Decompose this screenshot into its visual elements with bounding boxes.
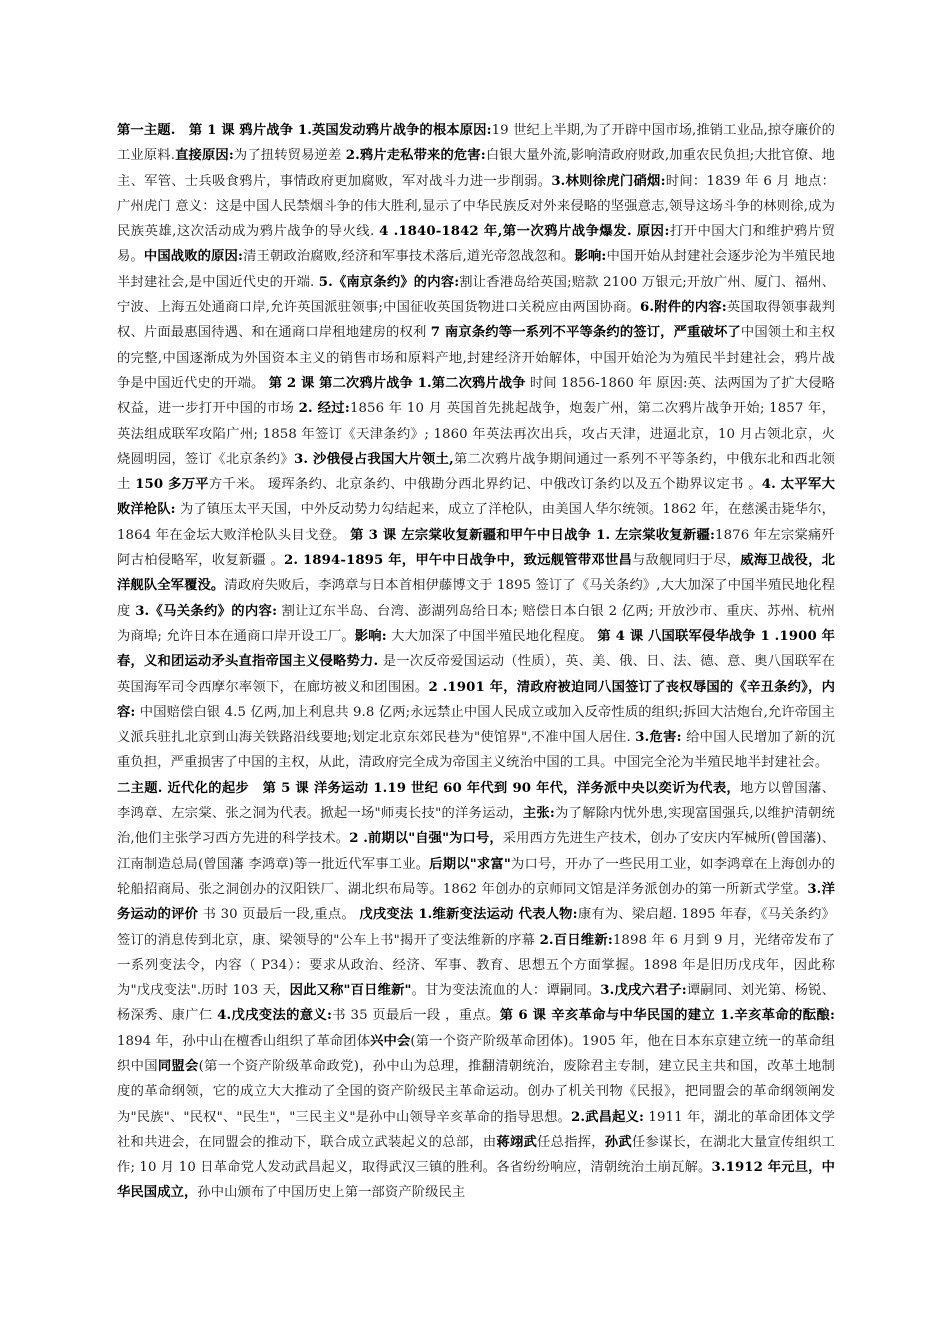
body-text: 孙中山颁布了中国历史上第一部资产阶级民主 [197, 1185, 466, 1201]
bold-heading-text: 3.1912 年元旦，中华民国成立， [117, 1160, 836, 1201]
body-text: 与敌舰同归于尽， [632, 553, 741, 569]
body-text: 打开中国大门和维护鸦片贸易。 [117, 224, 836, 265]
bold-heading-text: 影响: [574, 249, 607, 265]
bold-heading-text: 2. 经过: [298, 401, 350, 417]
bold-heading-text: 2.武昌起义: [571, 1109, 644, 1125]
bold-heading-text: 后期以"求富" [429, 856, 511, 872]
bold-heading-text: 6.附件的内容: [639, 300, 727, 316]
body-text: 中国赔偿白银 4.5 亿两,加上利息共 9.8 亿两;永远禁止中国人民成立或加入反帝性质的组织;拆回大沽炮台,允许帝国主义派兵驻扎北京到山海关铁路沿线要地;划定北京东郊民巷为"使馆界",不准中国人居住. [117, 704, 835, 746]
body-text: 任总指挥， [537, 1134, 605, 1150]
bold-heading-text: 2 .1901 年，清政府被迫同八国签订了丧权辱国的《辛丑条约》，内容: [117, 679, 835, 720]
body-text: 清王朝政治腐败,经济和军事技术落后,道光帝忽战忽和。 [243, 249, 575, 265]
body-text: 书 35 页最后一段 ，重点。 [332, 1008, 500, 1024]
body-text: 为了镇压太平天国，中外反动势力勾结起来，成立了洋枪队，由美国人华尔统领。1862 年，在慈溪击毙华尔，1864 年在金坛大败洋枪队头目戈登。 [117, 502, 835, 543]
bold-heading-text: 中国战败的原因: [143, 249, 244, 265]
body-text: 给中国人民增加了新的沉重负担，严重损害了中国的主权，从此，清政府完全成为帝国主义统治中国的工具。中国完全沦为半殖民地半封建社会。 [117, 730, 835, 771]
bold-heading-text: 兴中会 [370, 1033, 411, 1049]
bold-heading-text: 4 .1840-1842 年,第一次鸦片战争爆发. 原因: [379, 224, 670, 240]
body-text: 中国领土和主权的完整,中国逐渐成为外国资本主义的销售市场和原料产地,封建经济开始解体，中国开始沦为为殖民半封建社会，鸦片战争是中国近代史的开端。 [117, 325, 836, 391]
bold-heading-text: 孙武 [604, 1134, 632, 1150]
body-text: 1876 年左宗棠痛歼阿古柏侵略军，收复新疆 。 [117, 527, 835, 569]
bold-heading-text: 3.危害: [635, 730, 682, 746]
bold-heading-text: 150 多万平 [135, 477, 209, 493]
bold-heading-text: 7 南京条约等一系列不平等条约的签订，严重破坏了 [430, 325, 741, 341]
body-text: 割让香港岛给英国;赔款 2100 万银元;开放广州、厦门、福州、宁波、上海五处通商口岸,允许英国派驻领事;中国征收英国货物进口关税应由两国协商。 [117, 274, 835, 316]
body-text: 。甘为变法流血的人：谭嗣同。 [411, 983, 601, 999]
body-text: 采用西方先进生产技术，创办了安庆内军械所(曾国藩)、江南制造总局(曾国藩 李鸿章)等一批近代军事工业。 [117, 831, 836, 872]
bold-heading-text: 影响: [354, 628, 387, 644]
bold-heading-text: 第 2 课 第二次鸦片战争 1.第二次鸦片战争 [268, 375, 526, 391]
body-text: 割让辽东半岛、台湾、澎湖列岛给日本; 赔偿日本白银 2 亿两; 开放沙市、重庆、苏州、杭州为商埠; 允许日本在通商口岸开设工厂。 [117, 603, 835, 644]
bold-heading-text: 3.戊戌六君子: [600, 983, 687, 999]
bold-heading-text: 2 .前期以"自强"为口号， [349, 831, 503, 847]
body-text: 白银大量外流,影响清政府财政,加重农民负担;大批官僚、地主、军管、士兵吸食鸦片，事情政府更加腐败，军对战斗力进一步削弱。 [117, 148, 835, 189]
body-text: 19 世纪上半期,为了开辟中国市场,推销工业品,掠夺廉价的工业原料. [117, 123, 835, 164]
bold-heading-text: 2.鸦片走私带来的危害: [345, 148, 486, 164]
bold-heading-text: 2. 1894-1895 年，甲午中日战争中，致远舰管带邓世昌 [283, 553, 633, 569]
bold-heading-text: 3.林则徐虎门硝烟: [551, 173, 666, 189]
bold-heading-text: 2.百日维新: [539, 932, 613, 948]
bold-heading-text: 因此又称"百日维新" [289, 983, 412, 999]
body-text: 为了解除内忧外患,实现富国强兵,以维护清朝统治,他们主张学习西方先进的科学技术。 [117, 806, 835, 847]
body-text: 时间：1839 年 6 月 地点：广州虎门 意义：这是中国人民禁烟斗争的伟大胜利,显示了中华民族反对外来侵略的坚强意志,领导这场斗争的林则徐,成为民族英雄,这次活动成为鸦片战争的导火线. [117, 173, 835, 240]
body-text: 是一次反帝爱国运动（性质），英、美、俄、日、法、德、意、奥八国联军在英国海军司令西摩尔率领下，在廊坊被义和团围困。 [117, 654, 835, 695]
bold-heading-text: 第 4 课 八国联军侵华战争 1 .1900 年春，义和团运动矛头直指帝国主义侵略势力. [117, 628, 836, 670]
document-page [117, 118, 835, 1206]
bold-heading-text: 3.《马关条约》的内容: [135, 603, 278, 619]
bold-heading-text: 二主题. 近代化的起步 第 5 课 洋务运动 1.19 世纪 60 年代到 90 年代，洋务派中央以奕䜣为代表， [117, 780, 741, 796]
body-text: 康有为、梁启超. 1895 年春，《马关条约》签订的消息传到北京，康、梁领导的"公车上书"揭开了变法维新的序幕 [117, 907, 835, 948]
body-text: 清政府失败后，李鸿章与日本首相伊藤博文于 1895 签订了《马关条约》,大大加深了中国半殖民地化程度 [117, 578, 835, 619]
body-text: (第一个资产阶级革命团体)。1905 年，他在日本东京建立统一的革命组织中国 [117, 1033, 835, 1074]
bold-heading-text: 4.戊戌变法的意义: [217, 1008, 333, 1024]
body-text: 第二次鸦片战争期间通过一系列不平等条约，中俄东北和西北领土 [117, 451, 835, 493]
bold-heading-text: 第一主题. 第 1 课 鸦片战争 1.英国发动鸦片战争的根本原因: [117, 123, 492, 138]
body-text: 大大加深了中国半殖民地化程度。 [386, 628, 598, 644]
body-text: 书 30 页最后一段,重点。 [198, 907, 360, 923]
body-text: 1856 年 10 月 英国首先挑起战争，炮轰广州，第二次鸦片战争开始; 1857 年，英法组成联军攻陷广州; 1858 年签订《天津条约》; 1860 年英法再次出兵，攻占天津，进逼北京，10 月占领北京，火烧圆明园，签订《北京条约》 [117, 401, 835, 467]
body-text: 1911 年，湖北的革命团体文学社和共进会，在同盟会的推动下，联合成立武装起义的总部，由 [117, 1109, 836, 1150]
bold-heading-text: 3.洋务运动的评价 [117, 881, 835, 923]
body-text: 地方以曾国藩、李鸿章、左宗棠、张之洞为代表。掀起一场"师夷长技"的洋务运动， [117, 780, 836, 822]
body-text: 为了扭转贸易逆差 [233, 148, 346, 164]
document-body-text [117, 118, 835, 1206]
bold-heading-text: 第 3 课 左宗棠收复新疆和甲午中日战争 1. 左宗棠收复新疆: [350, 527, 716, 543]
body-text: 谭嗣同、刘光第、杨锐、杨深秀、康广仁 [117, 983, 836, 1024]
body-text: 任参谋长，在湖北大量宣传组织工作; 10 月 10 日革命党人发动武昌起义，取得武汉三镇的胜利。各省纷纷响应，清朝统治土崩瓦解。 [117, 1134, 835, 1176]
bold-heading-text: 直接原因: [175, 148, 234, 164]
body-text: 时间 1856-1860 年 原因:英、法两国为了扩大侵略权益，进一步打开中国的市场 [117, 375, 835, 417]
bold-heading-text: 主张: [522, 806, 555, 822]
body-text: 1894 年，孙中山在檀香山组织了革命团体 [117, 1033, 371, 1049]
bold-heading-text: 5.《南京条约》的内容: [318, 274, 460, 290]
body-text: 1898 年 6 月到 9 月，光绪帝发布了一系列变法令，内容（ P34）：要求从政治、经济、军事、教育、思想五个方面掌握。1898 年是旧历戊戌年，因此称为"戊戌变法".历时 103 天， [117, 932, 835, 999]
bold-heading-text: 第 6 课 辛亥革命与中华民国的建立 1.辛亥革命的酝酿: [499, 1008, 835, 1024]
bold-heading-text: 蒋翊武 [496, 1134, 538, 1150]
body-text: (第一个资产阶级革命政党)，孙中山为总理，推翻清朝统治，废除君主专制，建立民主共和国，改革土地制度的革命纲领，它的成立大大推动了全国的资产阶级民主革命运动。创办了机关刊物《民报》，把同盟会的革命纲领阐发为"民族"、"民权"、"民生"，"三民主义"是孙中山领导辛亥革命的指导思想。 [117, 1058, 835, 1125]
body-text: 英国取得领事裁判权、片面最惠国待遇、和在通商口岸租地建房的权利 [117, 300, 835, 341]
body-text: 方千米。 瑷珲条约、北京条约、中俄勘分西北界约记、中俄改订条约以及五个勘界议定书 。 [208, 477, 762, 493]
bold-heading-text: 同盟会 [157, 1058, 199, 1074]
bold-heading-text: 3. 沙俄侵占我国大片领土, [293, 451, 454, 467]
bold-heading-text: 4. 太平军大败洋枪队: [117, 477, 835, 518]
body-text: 中国开始从封建社会逐步沦为半殖民地半封建社会,是中国近代史的开端. [117, 249, 835, 290]
body-text: 为口号，开办了一些民用工业，如李鸿章在上海创办的轮船招商局、张之洞创办的汉阳铁厂、湖北织布局等。1862 年创办的京师同文馆是洋务派创办的第一所新式学堂。 [117, 856, 835, 897]
bold-heading-text: 戊戌变法 1.维新变法运动 代表人物: [359, 907, 578, 923]
bold-heading-text: 威海卫战役，北洋舰队全军覆没。 [117, 553, 836, 594]
